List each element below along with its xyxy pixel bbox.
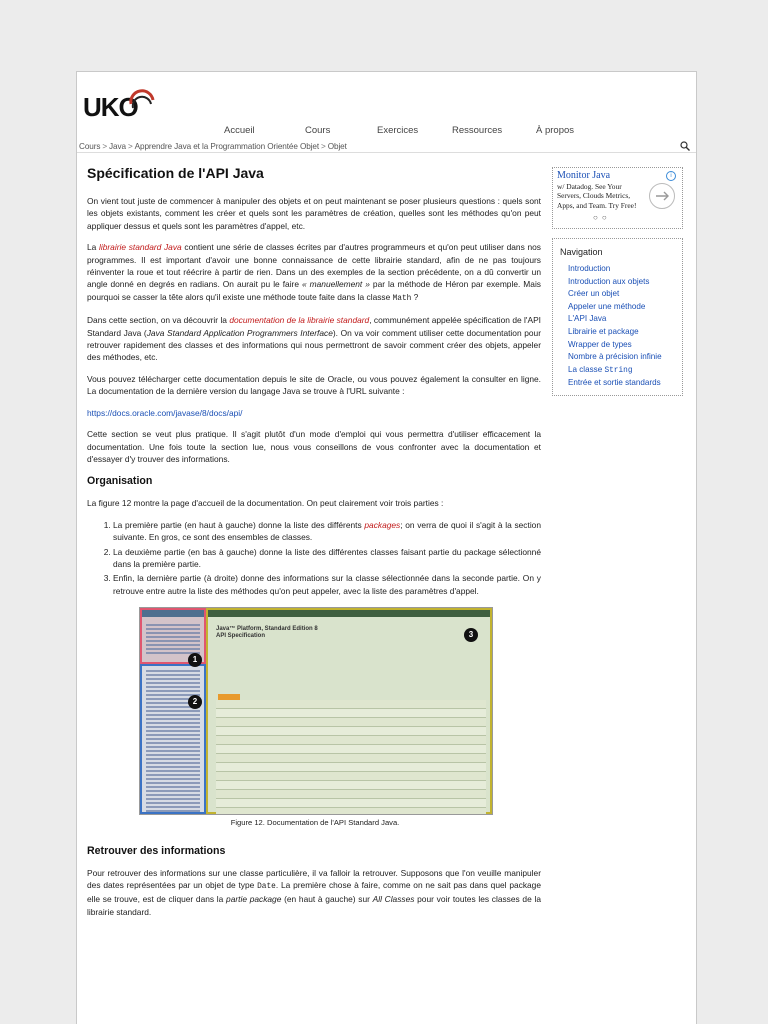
paragraph-documentation: Dans cette section, on va découvrir la documentation de la librairie standard, communément appelée spécification de l'API Standard Java (Java Standard Application Programmers Interface). On va voir comment utiliser cette documentation pour retrouver rapidement des classes et des informations qui nous permettront de savoir comment créer des objets, appeler des méthodes, etc. [87, 315, 541, 363]
api-doc-screenshot [139, 607, 493, 815]
carousel-dots-icon[interactable]: ○○ [593, 213, 611, 222]
heading-retrouver: Retrouver des informations [87, 844, 226, 857]
link-packages[interactable]: packages [364, 519, 401, 530]
breadcrumb-item[interactable]: Java [109, 142, 126, 151]
link-oracle-docs[interactable]: https://docs.oracle.com/javase/8/docs/api/ [87, 407, 243, 418]
header-divider [77, 152, 697, 153]
search-icon[interactable] [680, 141, 690, 151]
list-item: 3. Enfin, la dernière partie (à droite) donne des informations sur la classe sélectionnée dans la seconde partie. On y retrouve entre autre la liste des méthodes qu'on peut appeler, avec la liste des paramètres d'appel. [113, 572, 541, 597]
paragraph-intro: On vient tout juste de commencer à manipuler des objets et on peut maintenant se poser plusieurs questions : quels sont les objets existants, comment les créer et quels sont les paramètres de création, quelles sont les méthodes qu'on peut appliquer dessus et quels sont les paramètres d'appel, etc. [87, 196, 541, 231]
breadcrumb-item[interactable]: Apprendre Java et la Programmation Orientée Objet [134, 142, 320, 151]
arrow-right-icon[interactable] [649, 183, 675, 209]
paragraph-url [87, 407, 541, 419]
sidebar-item-nombre-precision[interactable]: Nombre à précision infinie [568, 352, 662, 362]
main-nav [77, 125, 697, 141]
sidebar-list [568, 263, 662, 390]
figure-api-doc [139, 607, 491, 829]
sidebar-item-creer-objet[interactable]: Créer un objet [568, 289, 620, 299]
logo-arc-icon [127, 86, 157, 116]
page-title: Spécification de l'API Java [87, 165, 264, 181]
breadcrumb [79, 142, 347, 151]
nav-exercices[interactable]: Exercices [377, 125, 419, 136]
navigation-sidebar [552, 238, 683, 396]
paragraph-figure-intro: La figure 12 montre la page d'accueil de la documentation. On peut clairement voir trois parties : [87, 498, 444, 509]
sidebar-item-introduction[interactable]: Introduction [568, 264, 611, 273]
nav-accueil[interactable]: Accueil [224, 125, 255, 136]
paragraph-librairie: La librairie standard Java contient une série de classes écrites par d'autres programmeurs et qu'on peut utiliser dans nos programmes. Il est important d'avoir une bonne connaissance de cette librairie standard, afin de ne pas toujours réinventer la roue et tout réécrire à partir de rien. Dans un des exemples de la section précédente, on a dû convertir un angle donné en degrés en radians. On aurait pu le faire « manuellement » par la méthode de Héron par exemple. Mais pourquoi se casser la tête alors qu'il existe une méthode toute faite dans la classe Math ? [87, 242, 541, 303]
nav-cours[interactable]: Cours [305, 125, 331, 136]
sidebar-item-classe-string[interactable]: La classe String [568, 364, 633, 375]
parts-list [87, 519, 541, 597]
sidebar-item-wrapper-types[interactable]: Wrapper de types [568, 339, 632, 349]
sidebar-item-entree-sortie[interactable]: Entrée et sortie standards [568, 378, 661, 388]
marker-1: 1 [188, 653, 202, 667]
nav-a-propos[interactable]: À propos [536, 125, 575, 136]
breadcrumb-separator: > [127, 142, 133, 151]
breadcrumb-item[interactable]: Cours [79, 142, 101, 151]
breadcrumb-separator: > [102, 142, 108, 151]
article-content [87, 164, 541, 927]
marker-3: 3 [464, 628, 478, 642]
paragraph-retrouver: Pour retrouver des informations sur une classe particulière, il va falloir la retrouver. Supposons que l'on veuille manipuler des dates représentées par un objet de type Date. La première chose à faire, comme on ne sait pas dans quel package elle se trouve, est de cliquer dans la partie package (en haut à gauche) sur All Classes pour voir toutes les classes de la librairie standard. [87, 867, 541, 917]
ad-info-icon[interactable]: i [666, 171, 676, 181]
page-container [76, 71, 697, 1024]
list-item: 2. La deuxième partie (en bas à gauche) donne la liste des différentes classes faisant partie du package sélectionné dans la première partie. [113, 546, 541, 571]
link-documentation[interactable]: documentation de la librairie standard [229, 315, 370, 326]
sidebar-item-introduction-objets[interactable]: Introduction aux objets [568, 276, 650, 286]
panel-classes [140, 664, 206, 814]
figure-caption: Figure 12. Documentation de l'API Standard Java. [230, 818, 400, 828]
list-item: 1. La première partie (en haut à gauche) donne la liste des différents packages; on verra de quoi il s'agit à la section suivante. En gros, ce sont des ensembles de classes. [113, 519, 541, 544]
link-librairie-standard[interactable]: librairie standard Java [99, 242, 182, 253]
code-math: Math [392, 294, 412, 303]
sidebar-title: Navigation [560, 247, 603, 257]
packages-table [216, 700, 486, 815]
breadcrumb-item[interactable]: Objet [327, 142, 347, 151]
ad-box[interactable] [552, 167, 683, 229]
paragraph-pratique: Cette section se veut plus pratique. Il s'agit plutôt d'un mode d'emploi qui vous permettra d'utiliser efficacement la documentation. Une fois toute la section lue, nous vous conseillons de vous confronter avec la documentation et d'essayer d'y trouver des informations. [87, 429, 541, 464]
code-date: Date [257, 882, 276, 891]
breadcrumb-separator: > [321, 142, 326, 151]
sidebar-item-librairie-package[interactable]: Librairie et package [568, 326, 639, 336]
nav-ressources[interactable]: Ressources [452, 125, 503, 136]
marker-2: 2 [188, 695, 202, 709]
api-spec-heading: Java™ Platform, Standard Edition 8 API Specification [216, 626, 318, 640]
ad-title[interactable]: Monitor Java [557, 170, 611, 181]
sidebar-item-api-java[interactable]: L'API Java [568, 314, 607, 324]
sidebar-item-appeler-methode[interactable]: Appeler une méthode [568, 301, 646, 311]
logo-text: UKO [83, 92, 138, 122]
heading-organisation: Organisation [87, 475, 153, 488]
site-logo[interactable] [83, 84, 163, 124]
paragraph-download: Vous pouvez télécharger cette documentation depuis le site de Oracle, ou vous pouvez également la consulter en ligne. La documentation de la dernière version du langage Java se trouve à l'URL suivante : [87, 373, 541, 397]
ad-body: w/ Datadog. See Your Servers, Clouds Metrics, Apps, and Team. Try Free! [557, 182, 637, 210]
